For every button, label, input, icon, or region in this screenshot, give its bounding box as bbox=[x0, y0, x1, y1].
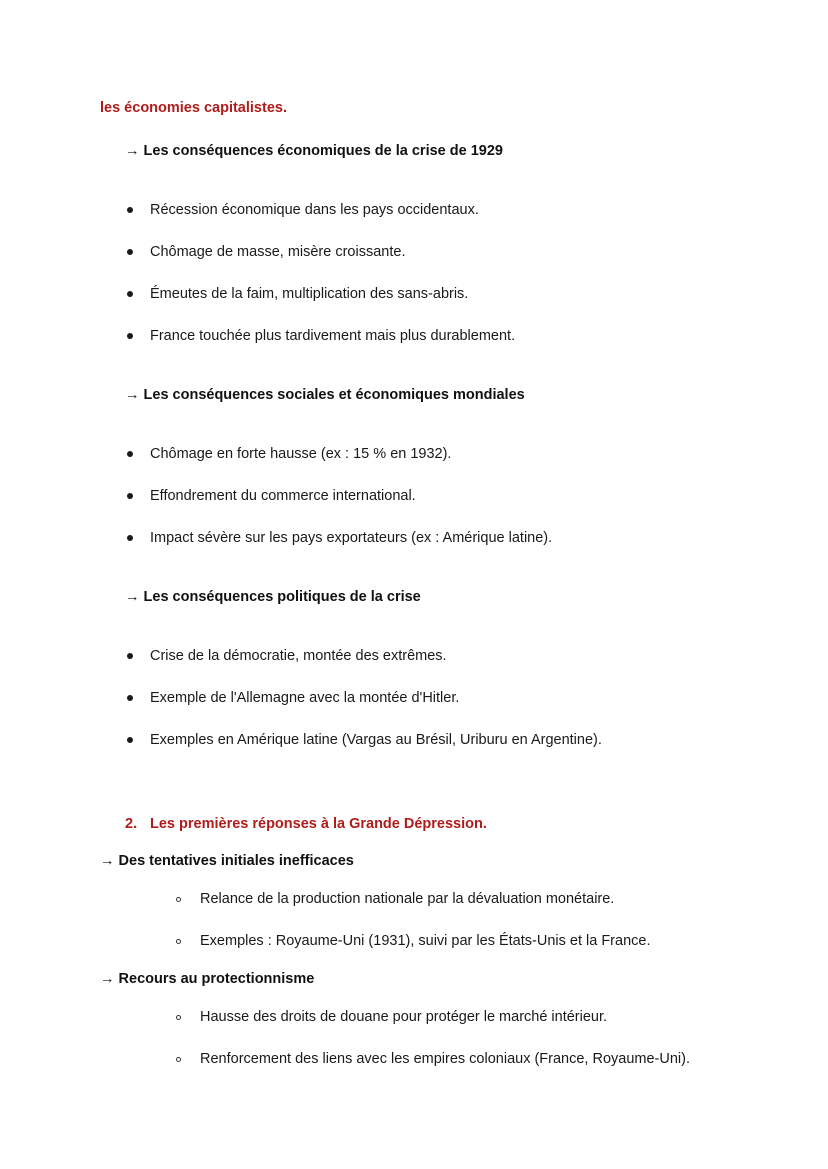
circle-bullet-icon bbox=[176, 939, 181, 944]
circle-bullet-icon bbox=[176, 1015, 181, 1020]
bullet-icon bbox=[127, 695, 133, 701]
list-item: Renforcement des liens avec les empires coloniaux (France, Royaume-Uni). bbox=[200, 1051, 690, 1067]
subsection-heading: → Recours au protectionnisme bbox=[100, 971, 315, 987]
bullet-icon bbox=[127, 653, 133, 659]
list-item: Exemples en Amérique latine (Vargas au Brésil, Uriburu en Argentine). bbox=[150, 732, 602, 748]
circle-bullet-icon bbox=[176, 1057, 181, 1062]
list-item: Chômage de masse, misère croissante. bbox=[150, 244, 406, 260]
subsection-heading: → Des tentatives initiales inefficaces bbox=[100, 853, 354, 869]
list-item: France touchée plus tardivement mais plus durablement. bbox=[150, 328, 516, 344]
bullet-icon bbox=[127, 493, 133, 499]
intro-tail-text: les économies capitalistes. bbox=[100, 100, 287, 116]
bullet-icon bbox=[127, 291, 133, 297]
bullet-icon bbox=[127, 535, 133, 541]
list-item: Hausse des droits de douane pour protéger le marché intérieur. bbox=[200, 1009, 608, 1025]
list-item: Exemple de l'Allemagne avec la montée d'Hitler. bbox=[150, 690, 460, 706]
part-title: Les premières réponses à la Grande Dépression. bbox=[150, 816, 487, 832]
bullet-icon bbox=[127, 737, 133, 743]
bullet-icon bbox=[127, 249, 133, 255]
section-heading: → Les conséquences sociales et économiques mondiales bbox=[125, 387, 525, 403]
list-item: Récession économique dans les pays occidentaux. bbox=[150, 202, 479, 218]
list-item: Chômage en forte hausse (ex : 15 % en 1932). bbox=[150, 446, 452, 462]
bullet-icon bbox=[127, 333, 133, 339]
section-heading: → Les conséquences économiques de la crise de 1929 bbox=[125, 143, 503, 159]
list-item: Relance de la production nationale par la dévaluation monétaire. bbox=[200, 891, 615, 907]
section-heading: → Les conséquences politiques de la crise bbox=[125, 589, 421, 605]
list-item: Émeutes de la faim, multiplication des sans-abris. bbox=[150, 286, 469, 302]
bullet-icon bbox=[127, 451, 133, 457]
part-number: 2. bbox=[125, 816, 138, 832]
circle-bullet-icon bbox=[176, 897, 181, 902]
bullet-icon bbox=[127, 207, 133, 213]
list-item: Effondrement du commerce international. bbox=[150, 488, 416, 504]
list-item: Impact sévère sur les pays exportateurs (ex : Amérique latine). bbox=[150, 530, 553, 546]
list-item: Exemples : Royaume-Uni (1931), suivi par les États-Unis et la France. bbox=[200, 933, 651, 949]
list-item: Crise de la démocratie, montée des extrêmes. bbox=[150, 648, 447, 664]
